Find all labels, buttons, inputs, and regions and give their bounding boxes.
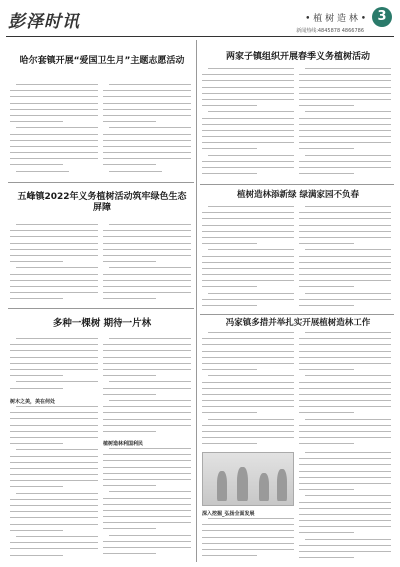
- text-line: [10, 298, 63, 304]
- article-body-3c: [103, 338, 191, 398]
- article-title-4: 两家子镇组织开展春季义务植树活动: [225, 52, 370, 62]
- article-body-4a: [202, 68, 294, 180]
- article-body-4b: [299, 68, 391, 180]
- article-body-1a: [10, 84, 98, 178]
- article-body-2a: [10, 224, 98, 304]
- news-hotline: 新闻热线:4845878 4866786: [296, 28, 364, 34]
- article-divider: [200, 314, 394, 315]
- article-subhead-2: 植树造林利国利民: [103, 441, 144, 447]
- article-body-5b: [299, 206, 391, 310]
- article-body-2b: [103, 224, 191, 304]
- article-body-6b: [299, 332, 391, 448]
- text-line: [299, 305, 354, 310]
- article-title-2: 五峰镇2022年义务植树活动筑牢绿色生态屏障: [17, 192, 187, 214]
- text-line: [299, 173, 354, 179]
- text-line: [299, 557, 354, 560]
- text-line: [103, 298, 156, 304]
- page-number-badge: 3: [372, 7, 392, 27]
- text-line: [202, 443, 257, 448]
- article-title-6: 冯家镇多措并举扎实开展植树造林工作: [225, 318, 371, 328]
- newspaper-logo: 彭泽时讯: [8, 12, 80, 32]
- text-line: [10, 555, 63, 559]
- article-title-3: 多种一棵树 期待一片林: [52, 318, 152, 329]
- article-body-6c: [202, 518, 294, 560]
- masthead: [6, 5, 394, 43]
- article-body-6a: [202, 332, 294, 448]
- article-divider: [200, 184, 394, 185]
- text-line: [202, 173, 257, 179]
- text-line: [103, 431, 156, 437]
- text-line: [299, 443, 354, 448]
- article-body-3d: [103, 400, 191, 438]
- article-body-3a: [10, 338, 98, 396]
- article-divider: [8, 182, 194, 183]
- article-body-3e: [103, 448, 191, 558]
- column-divider: [196, 40, 197, 562]
- article-title-5: 植树造林添新绿 绿满家园不负春: [237, 190, 359, 200]
- article-subhead-1: 树木之美，美在何处: [10, 399, 56, 405]
- article-divider: [8, 308, 194, 309]
- text-line: [202, 555, 257, 560]
- text-line: [16, 171, 69, 177]
- article-body-6d: [299, 452, 391, 560]
- article-body-1b: [103, 84, 191, 178]
- masthead-rule: [6, 36, 394, 37]
- article-body-5a: [202, 206, 294, 310]
- text-line: [202, 305, 257, 310]
- article-photo: [202, 452, 294, 506]
- article-body-3b: [10, 406, 98, 558]
- text-line: [109, 171, 162, 177]
- text-line: [103, 553, 156, 558]
- text-line: [103, 394, 156, 398]
- text-line: [10, 388, 63, 394]
- article-title-1: 哈尔套镇开展“爱国卫生月”主题志愿活动: [19, 56, 185, 66]
- article-subhead-3: 深入挖掘_弘扬全面发展: [202, 511, 255, 517]
- section-title: • 植 树 造 林 •: [305, 14, 366, 24]
